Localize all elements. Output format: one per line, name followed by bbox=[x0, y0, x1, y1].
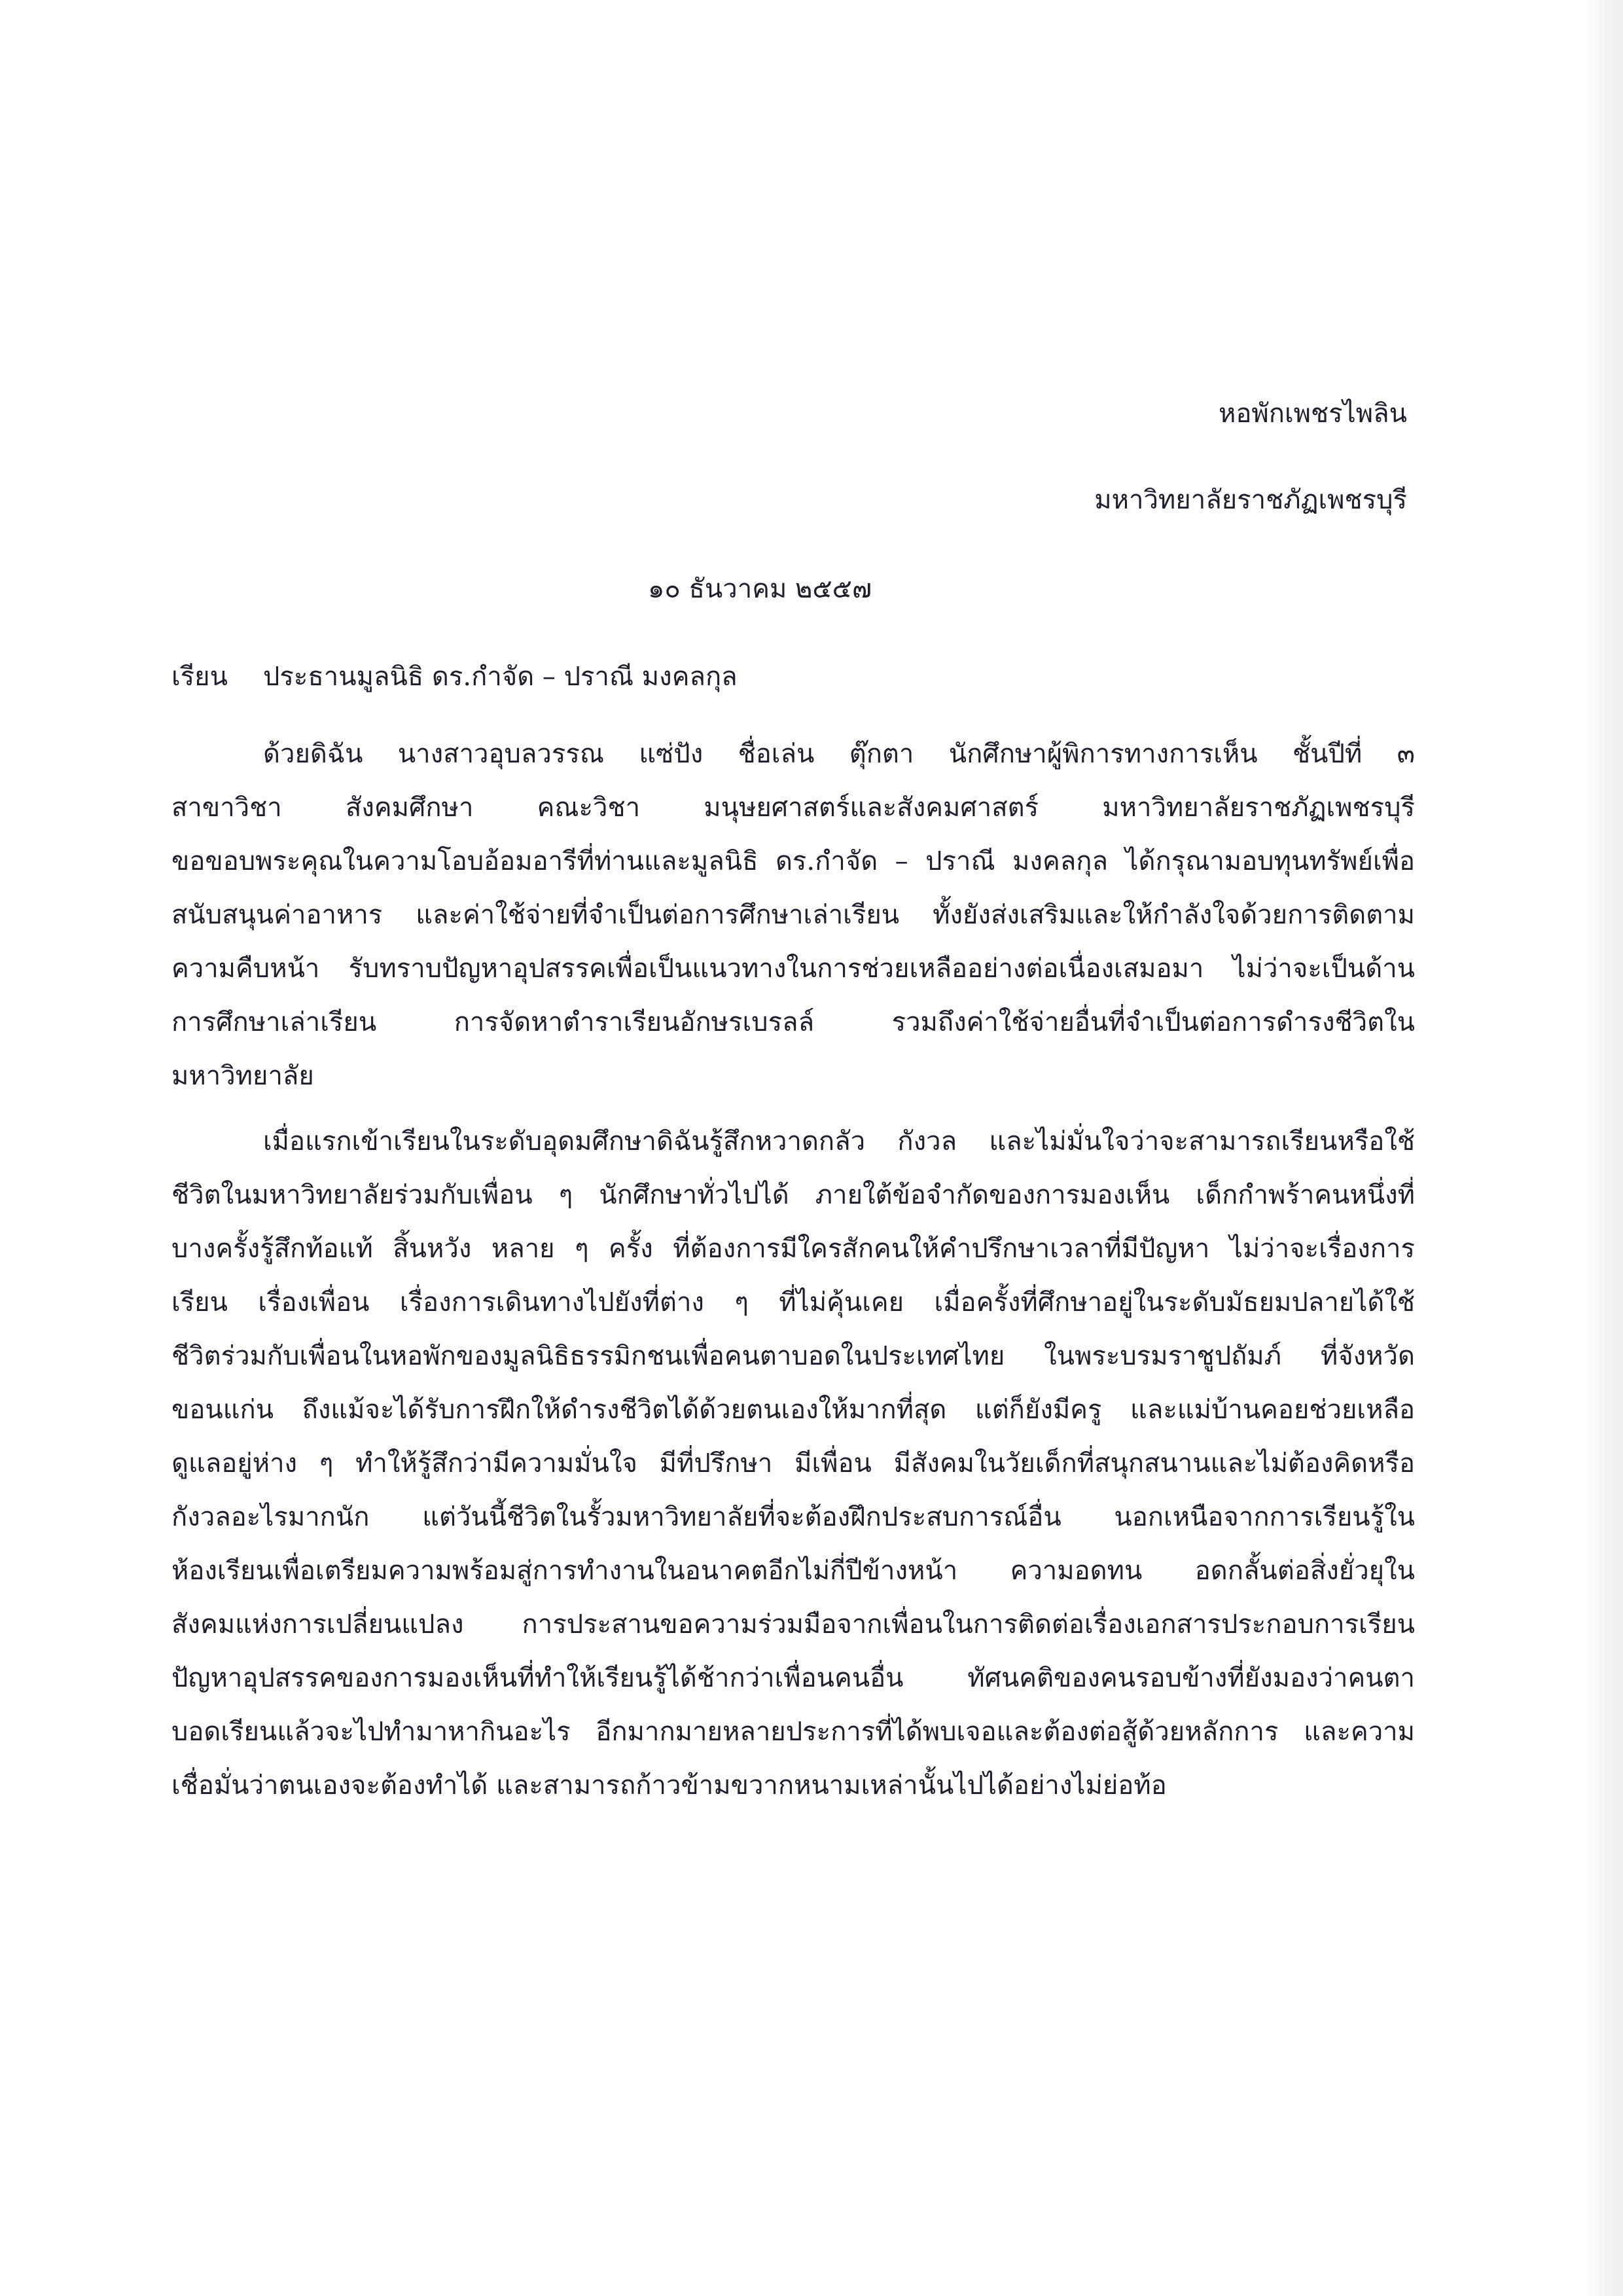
paragraph1-line: การศึกษาเล่าเรียน การจัดหาตำราเรียนอักษรเบรลล์ รวมถึงค่าใช้จ่ายอื่นที่จำเป็นต่อการดำรงชีวิตใน bbox=[171, 1007, 1415, 1037]
paragraph1-line: ขอขอบพระคุณในความโอบอ้อมอารีที่ท่านและมูลนิธิ ดร.กำจัด – ปราณี มงคลกุล ได้กรุณามอบทุนทรัพย์เพื่อ bbox=[171, 846, 1415, 876]
paragraph1-line: สาขาวิชา สังคมศึกษา คณะวิชา มนุษยศาสตร์และสังคมศาสตร์ มหาวิทยาลัยราชภัฏเพชรบุรี bbox=[171, 793, 1415, 823]
paragraph2-line: ห้องเรียนเพื่อเตรียมความพร้อมสู่การทำงานในอนาคตอีกไม่กี่ปีข้างหน้า ความอดทน อดกลั้นต่อสิ่งยั่วยุใน bbox=[171, 1556, 1415, 1586]
sender-dormitory: หอพักเพชรไพลิน bbox=[1219, 399, 1407, 429]
paragraph2-line: ชีวิตร่วมกับเพื่อนในหอพักของมูลนิธิธรรมิกชนเพื่อคนตาบอดในประเทศไทย ในพระบรมราชูปถัมภ์ ที่จังหวัด bbox=[171, 1341, 1415, 1371]
paragraph1-line: มหาวิทยาลัย bbox=[171, 1061, 314, 1091]
paragraph2-line: เชื่อมั่นว่าตนเองจะต้องทำได้ และสามารถก้าวข้ามขวากหนามเหล่านั้นไปได้อย่างไม่ย่อท้อ bbox=[171, 1770, 1167, 1801]
paragraph2-line: ดูแลอยู่ห่าง ๆ ทำให้รู้สึกว่ามีความมั่นใจ มีที่ปรึกษา มีเพื่อน มีสังคมในวัยเด็กที่สนุกสนานและไม่ต้องคิดหรือ bbox=[171, 1448, 1415, 1479]
paragraph2-line: บางครั้งรู้สึกท้อแท้ สิ้นหวัง หลาย ๆ ครั้ง ที่ต้องการมีใครสักคนให้คำปรึกษาเวลาที่มีปัญหา ไม่ว่าจะเรื่องการ bbox=[171, 1234, 1415, 1264]
paragraph2-line: เมื่อแรกเข้าเรียนในระดับอุดมศึกษาดิฉันรู้สึกหวาดกลัว กังวล และไม่มั่นใจว่าจะสามารถเรียนหรือใช้ bbox=[263, 1126, 1415, 1157]
salutation-recipient: ประธานมูลนิธิ ดร.กำจัด – ปราณี มงคลกุล bbox=[263, 662, 738, 692]
paragraph2-line: ชีวิตในมหาวิทยาลัยร่วมกับเพื่อน ๆ นักศึกษาทั่วไปได้ ภายใต้ข้อจำกัดของการมองเห็น เด็กกำพร้าคนหนึ่งที่ bbox=[171, 1180, 1415, 1210]
paragraph2-line: กังวลอะไรมากนัก แต่วันนี้ชีวิตในรั้วมหาวิทยาลัยที่จะต้องฝึกประสบการณ์อื่น นอกเหนือจากการเรียนรู้ใน bbox=[171, 1502, 1415, 1532]
paragraph2-line: เรียน เรื่องเพื่อน เรื่องการเดินทางไปยังที่ต่าง ๆ ที่ไม่คุ้นเคย เมื่อครั้งที่ศึกษาอยู่ในระดับมัธยมปลายได้ใช้ bbox=[171, 1287, 1415, 1318]
paragraph2-line: ขอนแก่น ถึงแม้จะได้รับการฝึกให้ดำรงชีวิตได้ด้วยตนเองให้มากที่สุด แต่ก็ยังมีครู และแม่บ้านคอยช่วยเหลือ bbox=[171, 1395, 1415, 1425]
paragraph2-line: สังคมแห่งการเปลี่ยนแปลง การประสานขอความร่วมมือจากเพื่อนในการติดต่อเรื่องเอกสารประกอบการเรียน bbox=[171, 1609, 1415, 1640]
paragraph1-line: ด้วยดิฉัน นางสาวอุบลวรรณ แซ่ปัง ชื่อเล่น ตุ๊กตา นักศึกษาผู้พิการทางการเห็น ชั้นปีที่ ๓ bbox=[263, 739, 1415, 769]
paragraph2-line: ปัญหาอุปสรรคของการมองเห็นที่ทำให้เรียนรู้ได้ช้ากว่าเพื่อนคนอื่น ทัศนคติของคนรอบข้างที่ยังมองว่าคนตา bbox=[171, 1663, 1415, 1693]
paragraph2-line: บอดเรียนแล้วจะไปทำมาหากินอะไร อีกมากมายหลายประการที่ได้พบเจอและต้องต่อสู้ด้วยหลักการ และความ bbox=[171, 1717, 1415, 1747]
sender-university: มหาวิทยาลัยราชภัฏเพชรบุรี bbox=[1094, 485, 1407, 515]
paragraph1-line: ความคืบหน้า รับทราบปัญหาอุปสรรคเพื่อเป็นแนวทางในการช่วยเหลืออย่างต่อเนื่องเสมอมา ไม่ว่าจะเป็นด้าน bbox=[171, 954, 1415, 984]
letter-date: ๑๐ ธันวาคม ๒๕๕๗ bbox=[648, 574, 872, 604]
paragraph1-line: สนับสนุนค่าอาหาร และค่าใช้จ่ายที่จำเป็นต่อการศึกษาเล่าเรียน ทั้งยังส่งเสริมและให้กำลังใจด้วยการติดตาม bbox=[171, 900, 1415, 930]
salutation-label: เรียน bbox=[171, 662, 228, 692]
scan-edge-shadow bbox=[1584, 0, 1623, 2296]
